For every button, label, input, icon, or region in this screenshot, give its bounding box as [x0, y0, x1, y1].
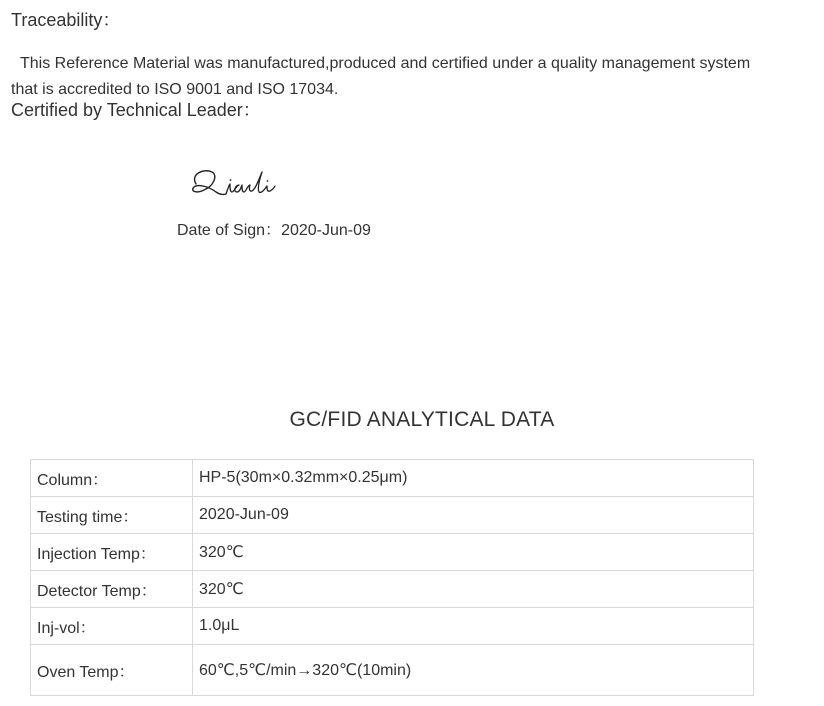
date-of-sign-value: 2020-Jun-09: [281, 222, 371, 239]
table-row: [31, 645, 754, 696]
traceability-heading: Traceability：: [11, 10, 121, 30]
table-row: [31, 497, 754, 534]
row-value-detector-temp: 320℃: [193, 571, 754, 608]
row-label-detector-temp: Detector Temp：: [31, 571, 193, 608]
signature: [186, 164, 286, 200]
analytical-data-title: GC/FID ANALYTICAL DATA: [289, 408, 555, 431]
traceability-statement-line-2: that is accredited to ISO 9001 and ISO 17034.: [11, 81, 339, 98]
row-value-testing-time: 2020-Jun-09: [193, 497, 754, 534]
table-row: [31, 534, 754, 571]
row-value-inj-vol: 1.0μL: [193, 608, 754, 645]
table-row: [31, 571, 754, 608]
row-value-oven-temp: 60℃,5℃/min→320℃(10min): [193, 645, 754, 696]
row-label-inj-vol: Inj-vol：: [31, 608, 193, 645]
row-label-injection-temp: Injection Temp：: [31, 534, 193, 571]
row-label-oven-temp: Oven Temp：: [31, 645, 193, 696]
row-value-column: HP-5(30m×0.32mm×0.25μm): [193, 460, 754, 497]
table-row: [31, 460, 754, 497]
table-row: [31, 608, 754, 645]
date-of-sign: [177, 217, 371, 240]
signature-image: [186, 164, 286, 200]
certified-by-heading: Certified by Technical Leader：: [11, 100, 261, 120]
traceability-statement-line-1: This Reference Material was manufactured,produced and certified under a quality management system: [20, 55, 751, 72]
row-label-testing-time: Testing time：: [31, 497, 193, 534]
date-of-sign-label: Date of Sign：: [177, 222, 282, 239]
analytical-data-table: [30, 459, 754, 696]
row-value-injection-temp: 320℃: [193, 534, 754, 571]
row-label-column: Column：: [31, 460, 193, 497]
